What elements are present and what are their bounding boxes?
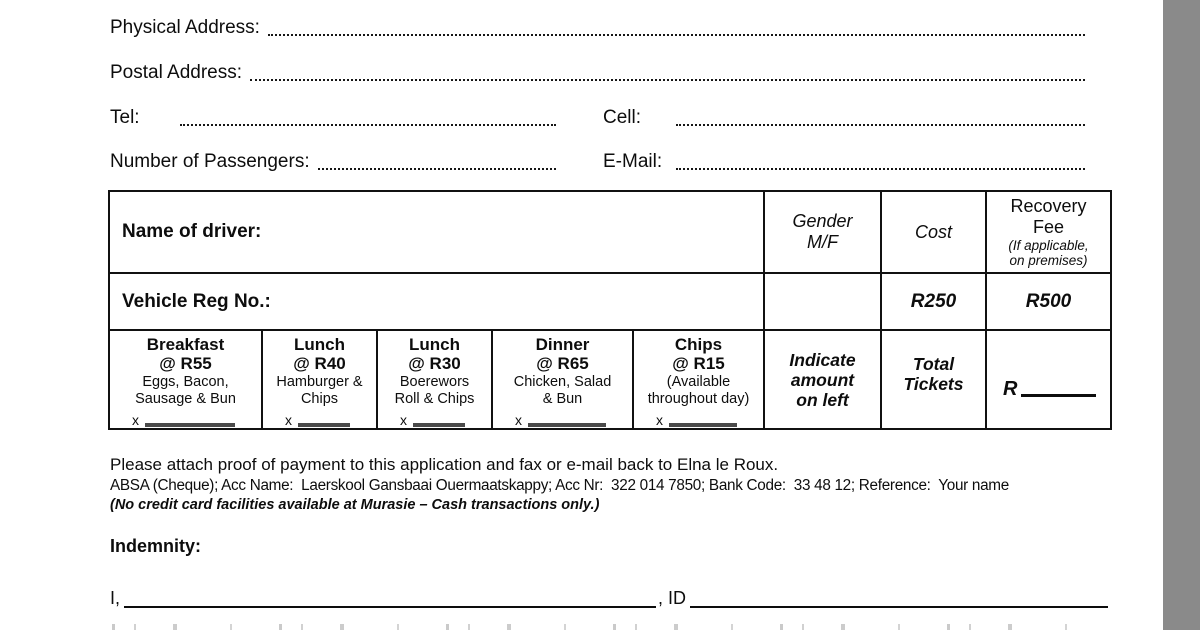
tel-label: Tel: xyxy=(110,107,140,128)
meal-qty-blank-line xyxy=(298,423,350,427)
physical-address-row xyxy=(110,14,1085,40)
meal-qty-blank-line xyxy=(669,423,737,427)
meal-desc-line1: Eggs, Bacon, xyxy=(142,373,229,390)
postal-address-label: Postal Address: xyxy=(110,62,243,83)
meal-desc-line1: Chicken, Salad xyxy=(513,373,612,390)
meal-price: @ R30 xyxy=(408,354,461,373)
meal-cell-chips xyxy=(633,330,764,429)
gender-header-cell xyxy=(764,191,881,273)
meal-title: Chips xyxy=(674,334,723,354)
meal-price: @ R55 xyxy=(159,354,212,373)
document-edge-gray-bar xyxy=(1163,0,1200,630)
email-label: E-Mail: xyxy=(603,151,663,172)
meal-title: Lunch xyxy=(294,334,345,354)
recovery-value-cell xyxy=(986,273,1111,330)
meal-title: Breakfast xyxy=(146,334,225,354)
gender-label-line2: M/F xyxy=(807,232,838,252)
meal-qty-x: x xyxy=(132,411,139,428)
table-header-row xyxy=(109,191,1111,273)
indicate-line3: on left xyxy=(796,389,849,410)
driver-meals-table xyxy=(108,190,1112,430)
meal-cell-breakfast xyxy=(109,330,262,429)
total-amount-blank-line xyxy=(1021,394,1096,397)
meal-qty-blank-line xyxy=(413,423,465,427)
meal-desc-line1: (Available xyxy=(666,373,731,390)
email-row xyxy=(603,148,1085,174)
vehicle-reg-row xyxy=(109,273,1111,330)
vehicle-reg-label: Vehicle Reg No.: xyxy=(122,290,271,312)
recovery-label-line1: Recovery xyxy=(1010,196,1087,216)
meal-qty-x: x xyxy=(400,411,407,428)
indicate-line2: amount xyxy=(790,369,855,390)
meal-qty-x: x xyxy=(285,411,292,428)
total-tickets-line1: Total xyxy=(912,353,955,374)
name-of-driver-label: Name of driver: xyxy=(122,221,262,242)
physical-address-label: Physical Address: xyxy=(110,17,260,38)
passengers-blank-line xyxy=(318,150,556,170)
meal-desc-line2: Chips xyxy=(300,390,339,407)
id-label: , ID xyxy=(658,588,687,608)
gender-label-line1: Gender xyxy=(792,211,853,231)
meal-qty-row xyxy=(515,411,606,428)
cost-label: Cost xyxy=(914,221,952,242)
id-blank-line xyxy=(690,588,1108,608)
vehicle-reg-cell xyxy=(109,273,764,330)
meal-title: Dinner xyxy=(535,334,590,354)
meal-qty-blank-line xyxy=(145,423,235,427)
meal-cell-dinner xyxy=(492,330,633,429)
recovery-note-line1: (If applicable, xyxy=(1008,238,1089,253)
email-blank-line xyxy=(676,150,1085,170)
bank-details-line: ABSA (Cheque); Acc Name: Laerskool Gansbaai Ouermaatskappy; Acc Nr: 322 014 7850; Bank Code: 33 48 12; Reference: Your name xyxy=(110,477,1009,494)
meal-desc-line2: Sausage & Bun xyxy=(135,390,236,407)
recovery-label-line2: Fee xyxy=(1032,217,1065,237)
meal-qty-row xyxy=(656,411,737,428)
meal-cell-lunch-r40 xyxy=(262,330,377,429)
meal-qty-blank-line xyxy=(528,423,606,427)
recovery-note-line2: on premises) xyxy=(1009,253,1088,268)
meal-desc-line2: Roll & Chips xyxy=(394,390,475,407)
cell-label: Cell: xyxy=(603,107,642,128)
payment-instruction-line: Please attach proof of payment to this application and fax or e-mail back to Elna le Roux. xyxy=(110,455,779,474)
clipped-text-line xyxy=(112,624,1100,630)
gender-blank-cell xyxy=(764,273,881,330)
recovery-fee-header-cell xyxy=(986,191,1111,273)
total-tickets-cell xyxy=(881,330,986,429)
passengers-row xyxy=(110,148,556,174)
meal-price: @ R15 xyxy=(672,354,725,373)
cell-blank-line xyxy=(676,106,1085,126)
physical-address-blank-line xyxy=(268,16,1085,36)
name-blank-line xyxy=(124,588,656,608)
total-tickets-line2: Tickets xyxy=(903,373,964,394)
indicate-amount-cell xyxy=(764,330,881,429)
meal-desc-line2: & Bun xyxy=(542,390,583,407)
tel-row xyxy=(110,104,556,130)
recovery-value: R500 xyxy=(1025,290,1072,312)
total-amount-row xyxy=(987,360,1110,400)
meal-qty-row xyxy=(132,411,235,428)
cost-value: R250 xyxy=(910,290,957,312)
indicate-line1: Indicate xyxy=(789,349,856,370)
rand-prefix: R xyxy=(1003,377,1018,400)
name-of-driver-cell xyxy=(109,191,764,273)
meal-cell-lunch-r30 xyxy=(377,330,492,429)
meal-qty-x: x xyxy=(656,411,663,428)
meal-qty-row xyxy=(285,411,350,428)
indemnity-heading: Indemnity: xyxy=(110,536,202,556)
indemnity-name-id-row xyxy=(110,584,1110,610)
meal-desc-line2: throughout day) xyxy=(647,390,750,407)
cost-header-cell xyxy=(881,191,986,273)
meal-qty-x: x xyxy=(515,411,522,428)
passengers-label: Number of Passengers: xyxy=(110,151,310,172)
meals-row xyxy=(109,330,1111,429)
no-credit-card-note: (No credit card facilities available at Murasie – Cash transactions only.) xyxy=(110,497,600,513)
tel-blank-line xyxy=(180,106,556,126)
meal-title: Lunch xyxy=(409,334,460,354)
meal-desc-line1: Hamburger & xyxy=(276,373,363,390)
cost-value-cell xyxy=(881,273,986,330)
cell-row xyxy=(603,104,1085,130)
meal-price: @ R40 xyxy=(293,354,346,373)
meal-price: @ R65 xyxy=(536,354,589,373)
meal-qty-row xyxy=(400,411,465,428)
meal-desc-line1: Boerewors xyxy=(399,373,470,390)
i-label: I, xyxy=(110,588,121,608)
postal-address-row xyxy=(110,59,1085,85)
total-amount-cell xyxy=(986,330,1111,429)
postal-address-blank-line xyxy=(250,61,1085,81)
